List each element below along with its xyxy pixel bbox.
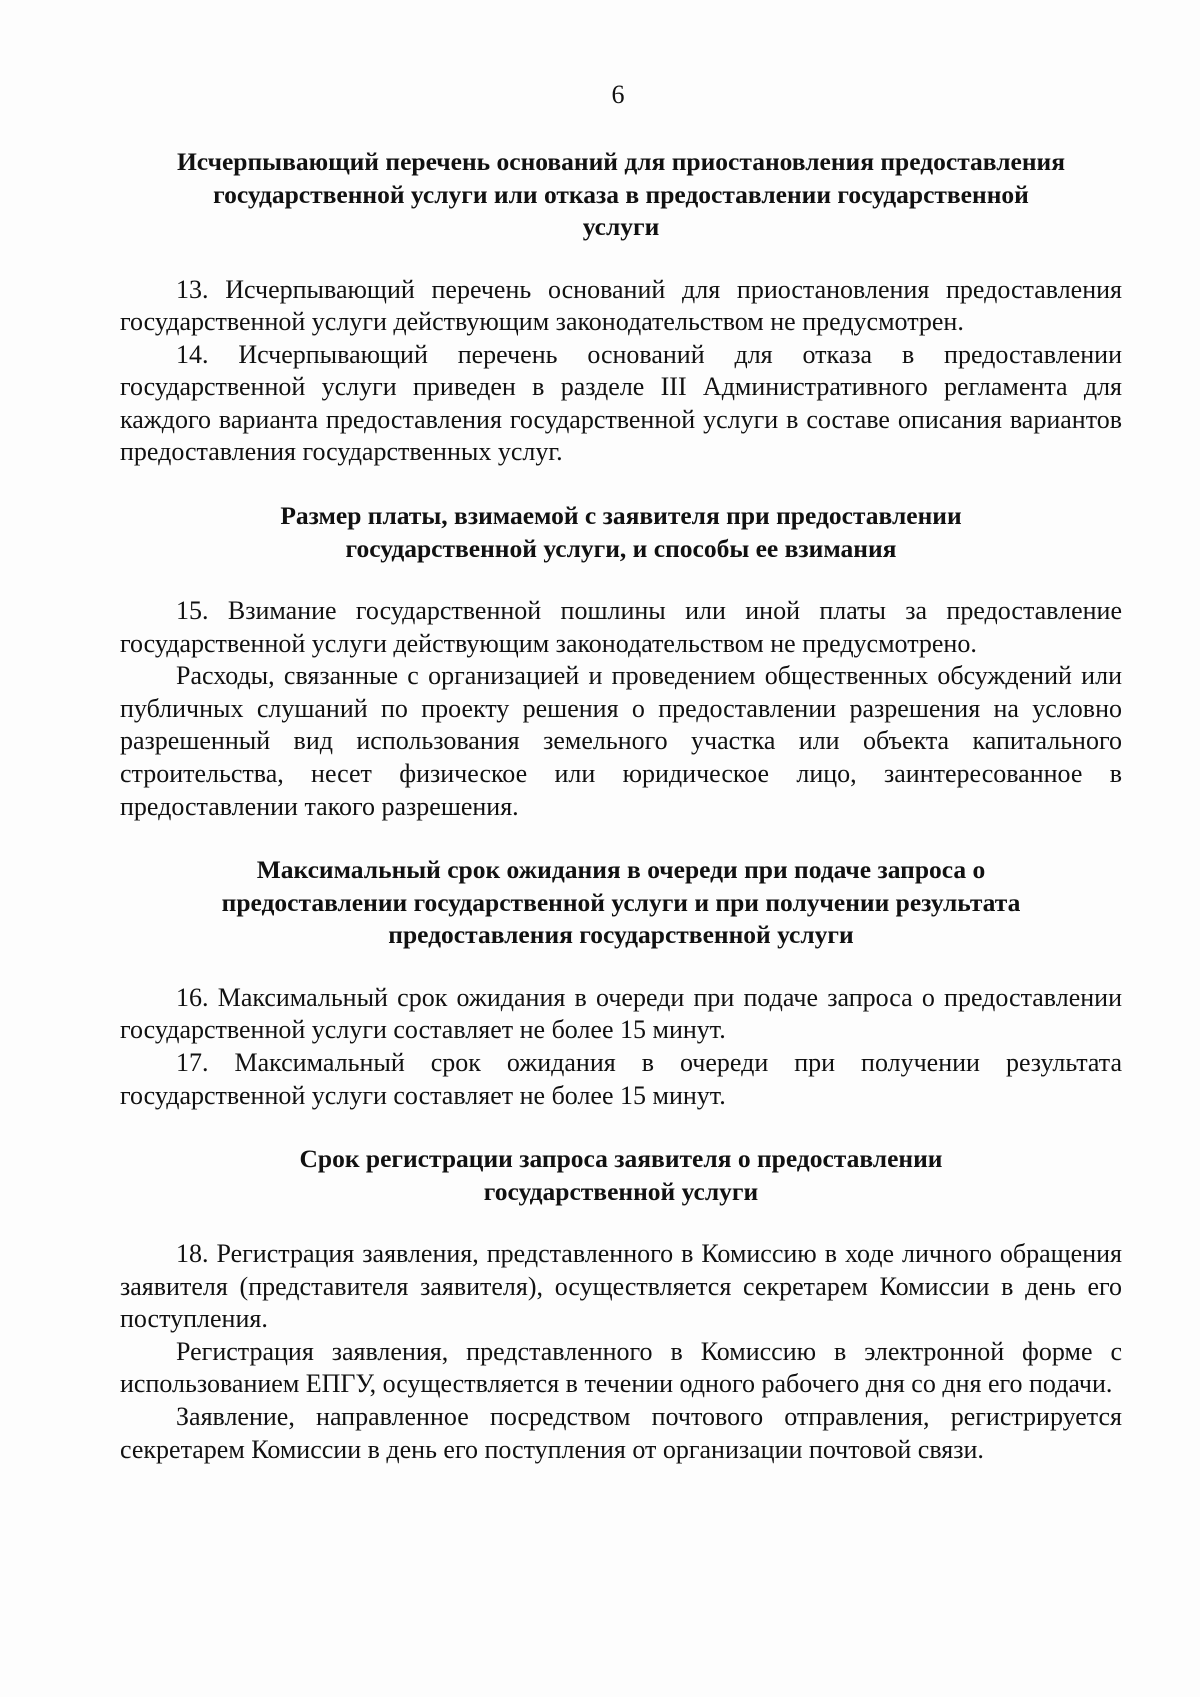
heading-line: Максимальный срок ожидания в очереди при подаче запроса о: [256, 855, 986, 885]
heading-line: государственной услуги: [483, 1176, 759, 1206]
section-fee: [120, 500, 1122, 823]
section-heading: [120, 500, 1122, 565]
heading-line: государственной услуги, и способы ее взимания: [345, 533, 897, 563]
section-heading: [120, 854, 1122, 952]
heading-line: Исчерпывающий перечень оснований для приостановления предоставления: [176, 147, 1066, 176]
paragraph-15: 15. Взимание государственной пошлины или иной платы за предоставление государственной услуги действующим законодательством не предусмотрено.: [120, 596, 1122, 658]
section-registration-term: [120, 1143, 1122, 1466]
heading-line: Срок регистрации запроса заявителя о предоставлении: [299, 1144, 943, 1174]
heading-line: предоставления государственной услуги: [388, 920, 854, 950]
paragraph-electronic-registration: Регистрация заявления, представленного в Комиссию в электронной форме с использованием ЕПГУ, осуществляется в течении одного рабочего дня со дня его подачи.: [120, 1336, 1122, 1399]
section-heading: [120, 146, 1122, 244]
section-suspension-refusal-grounds: [120, 146, 1122, 469]
paragraph-16: 16. Максимальный срок ожидания в очереди при подаче запроса о предоставлении государственной услуги составляет не более 15 минут.: [120, 982, 1122, 1045]
paragraph-postal-registration: Заявление, направленное посредством почтового отправления, регистрируется секретарем Комиссии в день его поступления от организации почтовой связи.: [120, 1402, 1122, 1464]
paragraph-18: 18. Регистрация заявления, представленного в Комиссию в ходе личного обращения заявителя (представителя заявителя), осуществляется секретарем Комиссии в день его поступления.: [120, 1239, 1122, 1334]
paragraph-expenses: Расходы, связанные с организацией и проведением общественных обсуждений или публичных слушаний по проекту решения о предоставлении разрешения на условно разрешенный вид использования земельного участка или объекта капитального строительства, несет физическое или юридическое лицо, заинтересованное в предоставлении такого разрешения.: [120, 661, 1122, 821]
paragraph-14: 14. Исчерпывающий перечень оснований для отказа в предоставлении государственной услуги приведен в разделе III Административного регламента для каждого варианта предоставления государственной услуги в составе описания вариантов предоставления государственных услуг.: [120, 339, 1122, 467]
heading-line: предоставлении государственной услуги и при получении результата: [221, 887, 1021, 917]
heading-line: Размер платы, взимаемой с заявителя при предоставлении: [280, 501, 962, 531]
section-heading: [120, 1143, 1122, 1208]
section-queue-waiting-time: [120, 854, 1122, 1112]
document-body: [120, 146, 1122, 1466]
heading-line: услуги: [582, 212, 660, 241]
heading-line: государственной услуги или отказа в предоставлении государственной: [213, 179, 1029, 209]
page-number: 6: [611, 80, 625, 109]
paragraph-13: 13. Исчерпывающий перечень оснований для приостановления предоставления государственной услуги действующим законодательством не предусмотрен.: [120, 274, 1122, 337]
paragraph-17: 17. Максимальный срок ожидания в очереди при получении результата государственной услуги составляет не более 15 минут.: [120, 1047, 1122, 1110]
